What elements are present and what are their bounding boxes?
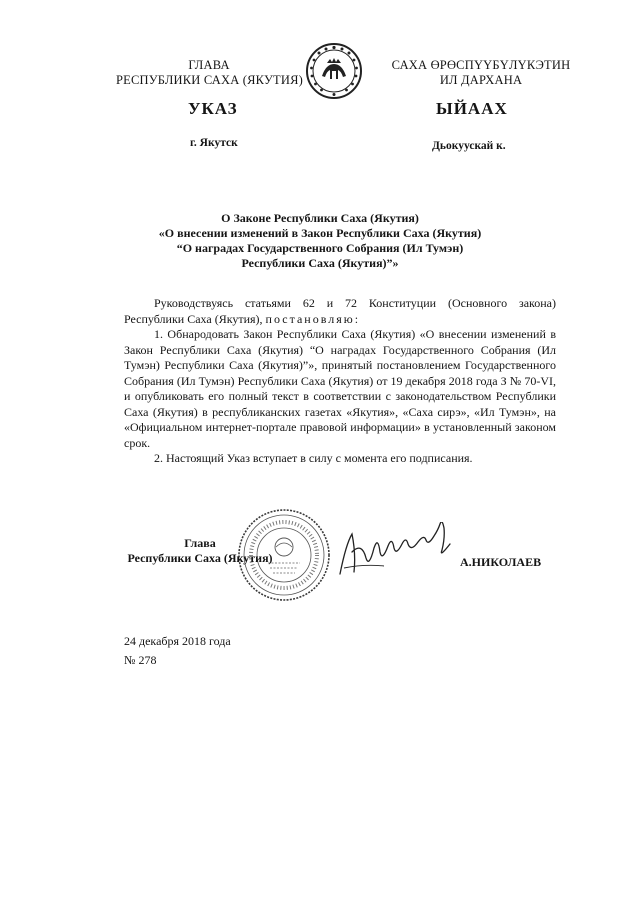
intro-decree-word: постановляю: (265, 311, 361, 326)
title-line4: Республики Саха (Якутия)”» (241, 256, 399, 270)
title-line3: “О наградах Государственного Собрания (Ил Тумэн) (176, 241, 464, 255)
document-number: № 278 (124, 653, 157, 667)
document-date: 24 декабря 2018 года (124, 634, 231, 648)
doc-type-ru: УКАЗ (188, 99, 238, 118)
title-line2: «О внесении изменений в Закон Республики Саха (Якутия) (158, 226, 482, 240)
signatory-title-line2: Республики Саха (Якутия) (127, 551, 273, 565)
handwritten-signature (334, 522, 464, 586)
item-1: 1. Обнародовать Закон Республики Саха (Якутия) «О внесении изменений в Закон Республики Саха (Якутия) “О наградах Государственного Собрания (Ил Тумэн) Республики Саха (Якутия)”», принятый постановлением Государственного Собрания (Ил Тумэн) Республики Саха (Якутия) от 19 декабря 2018 года З № 70-VI, и опубликовать его полный текст в соответствии с законодательством Республики Саха (Якутия) в республиканских газетах «Якутия», «Саха сирэ», «Ил Тумэн», на «Официальном интернет-портале правовой информации» в установленный законом срок. (124, 327, 556, 450)
item-2: 2. Настоящий Указ вступает в силу с момента его подписания. (154, 451, 473, 465)
document-footer (124, 632, 231, 670)
document-title (60, 211, 580, 271)
city-sakha: Дьокуускай к. (432, 140, 506, 152)
city-ru: г. Якутск (190, 137, 238, 149)
header-left-line1: ГЛАВА (188, 58, 230, 72)
intro-paragraph (124, 296, 556, 327)
signatory-title-line1: Глава (184, 536, 216, 550)
doc-type-sakha: ЫЙААХ (436, 99, 508, 118)
header-left (116, 58, 302, 88)
emblem-icon (305, 42, 363, 100)
document-body (124, 296, 556, 467)
header-left-line2: РЕСПУБЛИКИ САХА (ЯКУТИЯ) (116, 73, 303, 87)
header-right-line2: ИЛ ДАРХАНА (439, 73, 523, 87)
header-right-line1: САХА ӨРӨСПҮҮБҮЛҮКЭТИН (391, 58, 571, 72)
coat-of-arms-emblem (305, 42, 363, 100)
intro-text: Руководствуясь статьями 62 и 72 Конституции (Основного закона) Республики Саха (Якутия), (124, 296, 556, 326)
signatory-title (124, 536, 276, 566)
title-line1: О Законе Республики Саха (Якутия) (221, 211, 419, 225)
signatory-name: А.НИКОЛАЕВ (460, 555, 542, 569)
header-right (380, 58, 582, 88)
signature-scribble-icon (334, 522, 464, 586)
